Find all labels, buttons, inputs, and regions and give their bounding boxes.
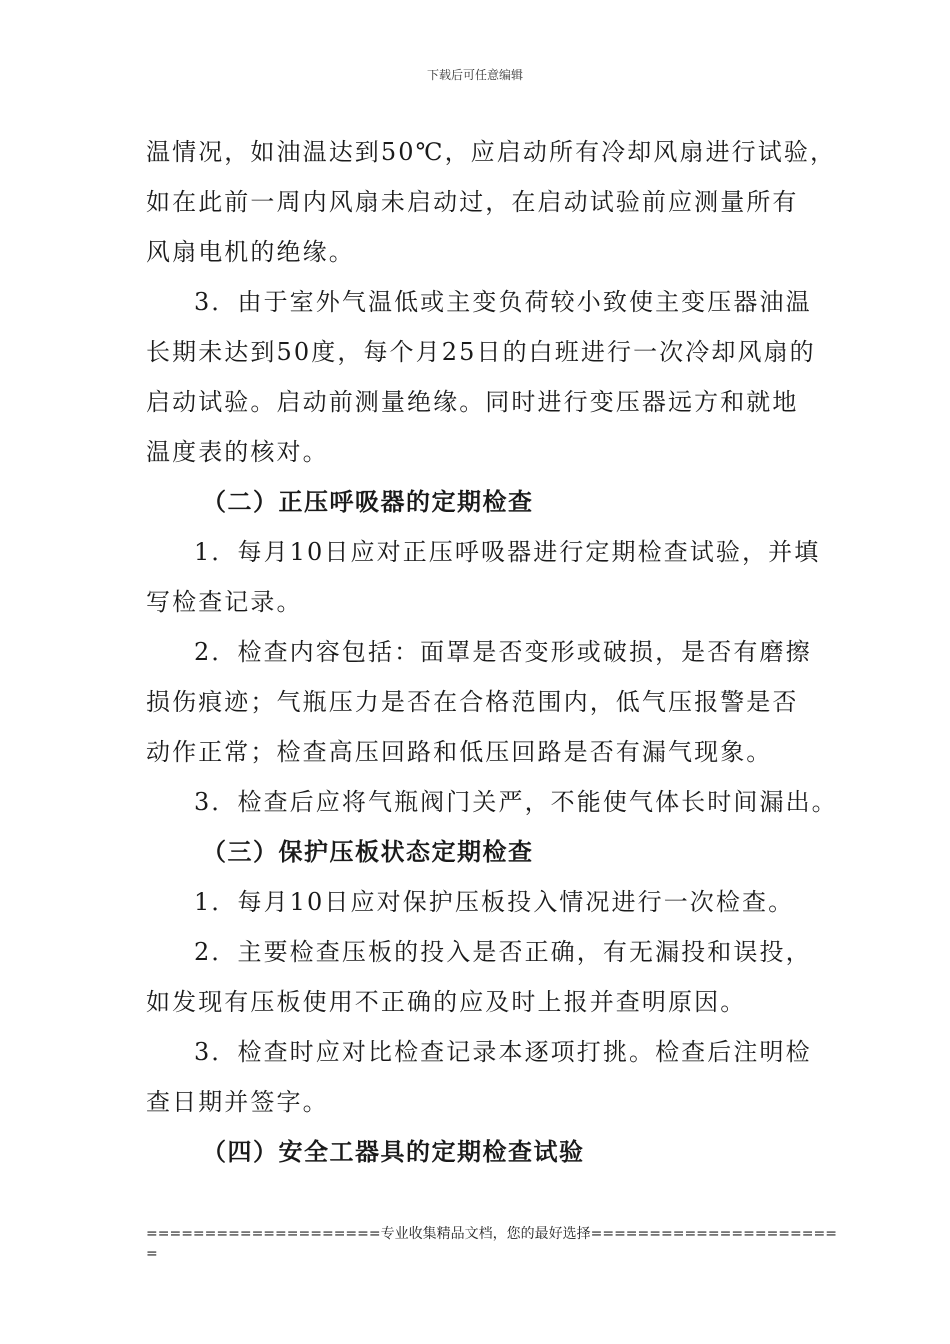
document-body [146, 127, 838, 1177]
body-line: 查日期并签字。 [146, 1088, 329, 1116]
body-line: 2．检查内容包括：面罩是否变形或破损，是否有磨擦 [194, 638, 812, 666]
footer-trailing-mark: = [146, 1246, 158, 1262]
body-line: 温度表的核对。 [146, 438, 329, 466]
body-line: 2．主要检查压板的投入是否正确，有无漏投和误投， [194, 938, 812, 966]
section-heading: （二）正压呼吸器的定期检查 [202, 488, 534, 516]
body-line: 动作正常；检查高压回路和低压回路是否有漏气现象。 [146, 738, 773, 766]
body-line: 3．由于室外气温低或主变负荷较小致使主变压器油温 [194, 288, 812, 316]
body-line: 1．每月10日应对正压呼吸器进行定期检查试验，并填 [194, 538, 821, 566]
footer-banner: ====================专业收集精品文档，您的最好选择===================== [146, 1226, 837, 1242]
body-line: 如发现有压板使用不正确的应及时上报并查明原因。 [146, 988, 747, 1016]
body-line: 长期未达到50度，每个月25日的白班进行一次冷却风扇的 [146, 338, 816, 366]
section-heading: （四）安全工器具的定期检查试验 [202, 1138, 585, 1166]
body-line: 启动试验。启动前测量绝缘。同时进行变压器远方和就地 [146, 388, 799, 416]
body-line: 3．检查时应对比检查记录本逐项打挑。检查后注明检 [194, 1038, 812, 1066]
page-footer [146, 1224, 837, 1264]
body-line: 如在此前一周内风扇未启动过，在启动试验前应测量所有 [146, 188, 799, 216]
body-line: 3．检查后应将气瓶阀门关严，不能使气体长时间漏出。 [194, 788, 838, 816]
body-line: 风扇电机的绝缘。 [146, 238, 355, 266]
body-line: 损伤痕迹；气瓶压力是否在合格范围内，低气压报警是否 [146, 688, 799, 716]
body-line: 温情况，如油温达到50℃，应启动所有冷却风扇进行试验， [146, 138, 837, 166]
section-heading: （三）保护压板状态定期检查 [202, 838, 534, 866]
body-line: 写检查记录。 [146, 588, 303, 616]
body-line: 1．每月10日应对保护压板投入情况进行一次检查。 [194, 888, 795, 916]
page-header-note: 下载后可任意编辑 [426, 68, 523, 82]
